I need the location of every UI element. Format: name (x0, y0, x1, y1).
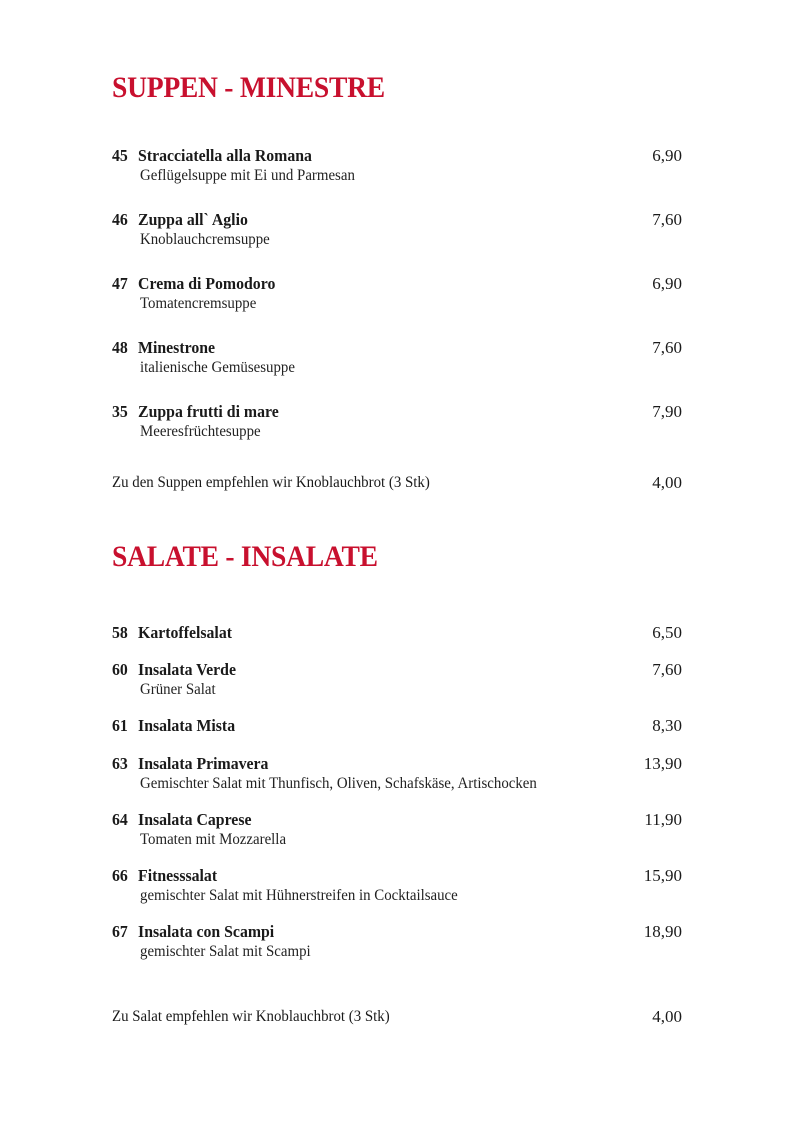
item-name: Insalata Mista (138, 716, 236, 735)
menu-item-46 (112, 210, 682, 249)
item-price: 18,90 (643, 922, 682, 941)
item-price: 13,90 (643, 754, 682, 773)
menu-item-66 (112, 866, 682, 905)
soups-garlic-bread-note (112, 473, 682, 493)
item-description: Tomaten mit Mozzarella (140, 831, 287, 848)
item-description: italienische Gemüsesuppe (140, 359, 295, 376)
item-description: Knoblauchcremsuppe (140, 231, 270, 248)
menu-item-48 (112, 338, 682, 377)
item-name: Insalata Verde (138, 660, 236, 679)
soups-section-title: SUPPEN - MINESTRE (112, 71, 385, 104)
item-number: 67 (112, 922, 128, 941)
note-price: 4,00 (652, 473, 682, 492)
item-description: gemischter Salat mit Scampi (140, 943, 311, 960)
item-price: 6,50 (652, 623, 682, 642)
item-number: 45 (112, 146, 128, 165)
salads-garlic-bread-note (112, 1007, 682, 1027)
item-price: 6,90 (652, 274, 682, 293)
salads-section-title: SALATE - INSALATE (112, 540, 378, 573)
menu-item-60 (112, 660, 682, 699)
note-text: Zu den Suppen empfehlen wir Knoblauchbrot (3 Stk) (112, 474, 430, 491)
item-name: Kartoffelsalat (138, 623, 232, 642)
menu-item-45 (112, 146, 682, 185)
item-number: 48 (112, 338, 128, 357)
item-name: Stracciatella alla Romana (138, 146, 312, 165)
item-price: 7,90 (652, 402, 682, 421)
item-description: Geflügelsuppe mit Ei und Parmesan (140, 167, 355, 184)
menu-item-61 (112, 716, 682, 736)
menu-item-35 (112, 402, 682, 441)
item-number: 58 (112, 623, 128, 642)
item-price: 7,60 (652, 210, 682, 229)
item-description: Meeresfrüchtesuppe (140, 423, 261, 440)
item-price: 15,90 (643, 866, 682, 885)
note-price: 4,00 (652, 1007, 682, 1026)
item-number: 64 (112, 810, 128, 829)
item-name: Zuppa frutti di mare (138, 402, 279, 421)
item-price: 11,90 (644, 810, 682, 829)
item-number: 46 (112, 210, 128, 229)
item-number: 60 (112, 660, 128, 679)
menu-item-64 (112, 810, 682, 849)
item-name: Insalata Primavera (138, 754, 269, 773)
menu-item-58 (112, 623, 682, 643)
item-number: 66 (112, 866, 128, 885)
item-name: Insalata con Scampi (138, 922, 275, 941)
item-description: Grüner Salat (140, 681, 216, 698)
item-description: Gemischter Salat mit Thunfisch, Oliven, Schafskäse, Artischocken (140, 775, 537, 792)
item-name: Fitnesssalat (138, 866, 218, 885)
item-price: 6,90 (652, 146, 682, 165)
item-name: Minestrone (138, 338, 216, 357)
item-description: Tomatencremsuppe (140, 295, 257, 312)
item-number: 35 (112, 402, 128, 421)
item-price: 8,30 (652, 716, 682, 735)
note-text: Zu Salat empfehlen wir Knoblauchbrot (3 Stk) (112, 1008, 390, 1025)
item-number: 63 (112, 754, 128, 773)
item-name: Insalata Caprese (138, 810, 252, 829)
item-price: 7,60 (652, 660, 682, 679)
menu-item-63 (112, 754, 682, 793)
menu-item-67 (112, 922, 682, 961)
item-description: gemischter Salat mit Hühnerstreifen in Cocktailsauce (140, 887, 458, 904)
item-name: Crema di Pomodoro (138, 274, 276, 293)
item-name: Zuppa all` Aglio (138, 210, 248, 229)
item-number: 47 (112, 274, 128, 293)
item-number: 61 (112, 716, 128, 735)
item-price: 7,60 (652, 338, 682, 357)
menu-item-47 (112, 274, 682, 313)
